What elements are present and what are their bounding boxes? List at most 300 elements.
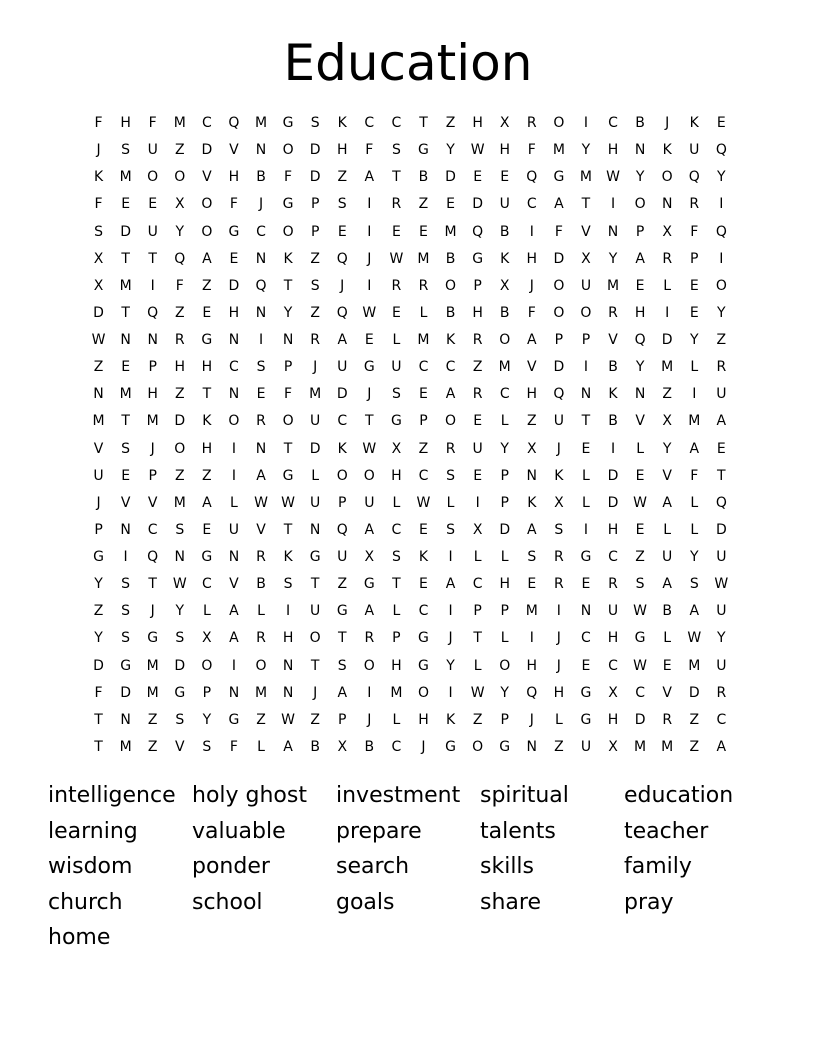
grid-letter: C — [472, 576, 483, 593]
grid-letter: M — [119, 169, 132, 186]
grid-letter: C — [499, 386, 510, 403]
grid-letter: N — [120, 711, 131, 728]
grid-letter: U — [310, 494, 321, 511]
grid-letter: Y — [94, 630, 103, 647]
grid-letter: J — [150, 603, 155, 620]
grid-letter: Q — [715, 494, 727, 511]
grid-letter: Z — [147, 738, 158, 755]
grid-letter: Q — [715, 142, 727, 159]
grid-letter: X — [337, 738, 348, 755]
grid-letter: A — [202, 494, 212, 511]
grid-letter: E — [581, 657, 591, 674]
grid-letter: P — [338, 711, 347, 728]
grid-letter: O — [201, 223, 213, 240]
grid-letter: G — [93, 549, 104, 566]
grid-letter: L — [202, 603, 211, 620]
word-list-item: church — [48, 889, 123, 915]
word-list-item: education — [624, 783, 734, 808]
grid-letter: H — [228, 304, 240, 321]
grid-letter: R — [554, 549, 564, 566]
grid-letter: F — [148, 115, 157, 132]
word-list-item: teacher — [624, 818, 709, 844]
word-list-item: investment — [336, 783, 461, 808]
word-list-item: pray — [624, 889, 674, 915]
grid-letter: L — [257, 738, 265, 755]
grid-letter: F — [94, 684, 103, 701]
grid-row — [85, 653, 735, 680]
grid-letter: V — [608, 332, 618, 349]
grid-letter: P — [473, 603, 482, 620]
grid-letter: L — [554, 711, 563, 728]
grid-letter: D — [228, 277, 240, 294]
grid-letter: Z — [635, 549, 645, 566]
grid-letter: L — [500, 549, 509, 566]
grid-letter: X — [554, 494, 564, 511]
grid-letter: F — [527, 304, 536, 321]
grid-letter: H — [201, 359, 213, 376]
grid-letter: Q — [526, 169, 538, 186]
grid-letter: L — [500, 413, 509, 430]
grid-letter: Z — [310, 304, 320, 321]
grid-letter: I — [583, 359, 589, 376]
grid-letter: T — [94, 711, 103, 728]
grid-letter: M — [390, 684, 403, 701]
grid-letter: W — [470, 142, 485, 159]
grid-letter: Y — [717, 304, 726, 321]
grid-letter: X — [93, 277, 104, 294]
grid-letter: J — [665, 115, 670, 132]
grid-letter: A — [662, 576, 672, 593]
grid-letter: W — [281, 711, 295, 728]
grid-letter: W — [91, 332, 106, 349]
grid-letter: C — [391, 521, 402, 538]
grid-letter: V — [120, 494, 131, 511]
grid-letter: L — [392, 603, 401, 620]
grid-letter: P — [500, 494, 509, 511]
grid-letter: O — [201, 657, 213, 674]
grid-letter: E — [391, 304, 401, 321]
grid-letter: W — [254, 494, 268, 511]
grid-letter: L — [230, 494, 238, 511]
grid-row — [85, 408, 735, 435]
grid-letter: J — [421, 738, 426, 755]
grid-letter: A — [202, 250, 212, 267]
grid-letter: I — [231, 440, 236, 457]
grid-letter: Y — [662, 440, 672, 457]
grid-letter: X — [662, 413, 672, 430]
grid-letter: O — [282, 142, 294, 159]
grid-letter: S — [337, 196, 347, 213]
grid-letter: M — [417, 250, 430, 267]
grid-letter: T — [94, 738, 103, 755]
grid-row — [85, 544, 735, 571]
grid-letter: I — [583, 521, 589, 538]
grid-letter: Z — [716, 332, 727, 349]
grid-letter: I — [719, 250, 724, 267]
grid-letter: E — [500, 169, 510, 186]
grid-letter: N — [607, 223, 619, 240]
grid-letter: X — [662, 223, 672, 240]
grid-row — [85, 300, 735, 327]
grid-letter: M — [444, 223, 457, 240]
grid-letter: H — [526, 386, 538, 403]
grid-letter: U — [147, 223, 158, 240]
grid-letter: I — [583, 115, 589, 132]
grid-letter: W — [389, 250, 404, 267]
grid-letter: P — [500, 467, 509, 484]
grid-letter: U — [580, 738, 592, 755]
word-list-item: skills — [480, 854, 535, 880]
word-list-item: goals — [336, 889, 395, 915]
grid-letter: E — [527, 576, 537, 593]
grid-letter: E — [391, 223, 401, 240]
grid-letter: W — [606, 169, 620, 186]
grid-letter: E — [202, 304, 212, 321]
grid-letter: J — [556, 440, 561, 457]
grid-letter: Q — [147, 549, 159, 566]
grid-letter: R — [256, 549, 266, 566]
grid-letter: T — [148, 250, 157, 267]
grid-letter: L — [419, 304, 428, 321]
grid-letter: T — [473, 630, 482, 647]
grid-letter: H — [634, 304, 646, 321]
grid-letter: Q — [336, 304, 348, 321]
grid-letter: A — [364, 169, 375, 186]
grid-letter: L — [582, 494, 590, 511]
grid-letter: O — [363, 467, 375, 484]
grid-letter: Z — [202, 277, 212, 294]
grid-letter: J — [367, 386, 372, 403]
grid-letter: S — [121, 576, 131, 593]
grid-letter: U — [499, 196, 510, 213]
grid-letter: E — [473, 467, 483, 484]
grid-letter: M — [688, 413, 701, 430]
grid-letter: L — [311, 467, 320, 484]
grid-letter: G — [580, 711, 592, 728]
grid-letter: K — [689, 115, 699, 132]
grid-letter: Y — [717, 169, 726, 186]
grid-letter: T — [310, 576, 320, 593]
grid-letter: H — [391, 657, 402, 674]
grid-letter: U — [716, 386, 727, 403]
grid-letter: U — [337, 549, 348, 566]
grid-letter: D — [607, 467, 619, 484]
grid-letter: E — [473, 413, 483, 430]
grid-letter: Q — [553, 386, 565, 403]
grid-letter: L — [636, 440, 644, 457]
word-list-item: search — [336, 854, 410, 880]
grid-letter: M — [146, 413, 159, 430]
grid-letter: U — [391, 359, 402, 376]
grid-letter: P — [94, 521, 103, 538]
grid-letter: D — [93, 657, 104, 674]
grid-letter: I — [231, 467, 236, 484]
grid-letter: M — [688, 657, 701, 674]
grid-letter: O — [661, 169, 673, 186]
grid-letter: S — [202, 738, 212, 755]
grid-letter: E — [689, 304, 699, 321]
grid-letter: Z — [472, 359, 483, 376]
word-list-item: home — [48, 925, 111, 951]
grid-letter: P — [500, 711, 509, 728]
grid-letter: E — [419, 576, 428, 593]
grid-letter: X — [608, 738, 618, 755]
grid-letter: H — [607, 521, 619, 538]
grid-letter: D — [120, 223, 131, 240]
grid-letter: E — [716, 440, 726, 457]
grid-letter: Z — [174, 467, 185, 484]
grid-letter: O — [363, 657, 375, 674]
grid-letter: K — [445, 332, 456, 349]
grid-letter: P — [581, 332, 591, 349]
grid-letter: C — [635, 684, 645, 701]
grid-letter: Z — [310, 711, 320, 728]
grid-letter: E — [148, 196, 158, 213]
grid-letter: P — [202, 684, 212, 701]
grid-letter: F — [365, 142, 374, 159]
grid-letter: K — [418, 549, 429, 566]
grid-letter: M — [92, 413, 105, 430]
grid-letter: T — [283, 277, 293, 294]
grid-letter: W — [362, 304, 377, 321]
grid-letter: H — [418, 711, 429, 728]
grid-letter: U — [147, 142, 158, 159]
grid-letter: L — [690, 521, 699, 538]
grid-letter: Z — [337, 169, 348, 186]
grid-letter: C — [608, 657, 618, 674]
grid-letter: X — [472, 521, 483, 538]
grid-letter: M — [119, 738, 132, 755]
grid-letter: U — [364, 494, 375, 511]
grid-letter: G — [336, 603, 348, 620]
grid-letter: D — [336, 386, 348, 403]
grid-letter: C — [581, 630, 591, 647]
grid-letter: O — [553, 277, 565, 294]
grid-letter: L — [582, 467, 590, 484]
grid-letter: A — [716, 738, 727, 755]
grid-letter: C — [201, 576, 212, 593]
grid-letter: M — [552, 142, 565, 159]
grid-letter: H — [391, 467, 402, 484]
grid-letter: C — [716, 711, 727, 728]
grid-letter: S — [175, 630, 185, 647]
grid-letter: Y — [175, 603, 185, 620]
grid-letter: X — [608, 684, 618, 701]
grid-letter: I — [367, 223, 372, 240]
grid-letter: L — [473, 657, 482, 674]
grid-letter: H — [201, 440, 213, 457]
grid-letter: T — [283, 521, 293, 538]
grid-letter: O — [336, 467, 348, 484]
grid-letter: N — [634, 386, 646, 403]
grid-letter: R — [256, 413, 266, 430]
grid-letter: Q — [336, 250, 348, 267]
grid-letter: R — [716, 359, 727, 376]
grid-letter: J — [96, 494, 101, 511]
grid-letter: T — [337, 630, 347, 647]
grid-letter: D — [715, 521, 727, 538]
word-list-item: wisdom — [48, 854, 133, 880]
grid-letter: V — [581, 223, 591, 240]
grid-row — [85, 219, 735, 246]
grid-letter: W — [172, 576, 187, 593]
grid-letter: J — [150, 440, 155, 457]
grid-row — [85, 707, 735, 734]
grid-letter: K — [554, 467, 564, 484]
grid-letter: M — [634, 738, 647, 755]
grid-letter: H — [607, 630, 619, 647]
grid-letter: T — [419, 115, 428, 132]
grid-letter: O — [634, 196, 646, 213]
grid-letter: E — [635, 467, 645, 484]
grid-letter: U — [310, 603, 321, 620]
grid-letter: S — [554, 521, 564, 538]
grid-letter: W — [633, 603, 648, 620]
grid-letter: A — [229, 603, 239, 620]
grid-letter: T — [202, 386, 212, 403]
grid-letter: G — [228, 223, 240, 240]
grid-letter: E — [473, 169, 483, 186]
grid-letter: G — [282, 467, 294, 484]
grid-letter: Q — [147, 304, 159, 321]
grid-letter: Y — [635, 169, 645, 186]
grid-letter: G — [147, 630, 159, 647]
grid-letter: A — [283, 738, 293, 755]
grid-letter: T — [310, 657, 320, 674]
grid-row — [85, 598, 735, 625]
grid-letter: C — [364, 115, 375, 132]
grid-letter: I — [610, 440, 616, 457]
grid-letter: E — [121, 359, 131, 376]
grid-letter: M — [417, 332, 430, 349]
word-list-item: valuable — [192, 818, 286, 844]
grid-letter: O — [174, 440, 186, 457]
grid-letter: Z — [93, 359, 104, 376]
grid-letter: Q — [255, 277, 267, 294]
word-list-item: talents — [480, 818, 556, 844]
letter-grid — [85, 110, 735, 761]
grid-letter: O — [499, 332, 511, 349]
grid-letter: P — [310, 223, 320, 240]
grid-letter: K — [337, 115, 347, 132]
grid-letter: Y — [717, 630, 726, 647]
grid-letter: G — [174, 684, 186, 701]
grid-letter: E — [716, 115, 726, 132]
grid-letter: G — [580, 684, 592, 701]
grid-letter: X — [499, 277, 510, 294]
grid-letter: L — [500, 630, 509, 647]
grid-letter: M — [661, 359, 674, 376]
grid-letter: H — [282, 630, 294, 647]
grid-letter: C — [418, 603, 429, 620]
grid-letter: J — [529, 277, 534, 294]
grid-letter: P — [148, 359, 157, 376]
grid-letter: E — [581, 440, 591, 457]
grid-letter: I — [448, 549, 453, 566]
grid-row — [85, 110, 735, 137]
grid-letter: D — [309, 169, 321, 186]
grid-letter: I — [719, 196, 724, 213]
grid-letter: H — [607, 711, 619, 728]
grid-letter: D — [174, 657, 186, 674]
grid-letter: V — [635, 413, 645, 430]
grid-letter: J — [448, 630, 453, 647]
grid-letter: Z — [337, 576, 348, 593]
grid-letter: P — [554, 332, 564, 349]
grid-letter: X — [174, 196, 185, 213]
grid-letter: W — [362, 440, 377, 457]
grid-letter: D — [201, 142, 213, 159]
grid-letter: B — [445, 250, 456, 267]
grid-letter: Y — [581, 142, 591, 159]
grid-letter: N — [282, 684, 294, 701]
grid-letter: E — [337, 223, 347, 240]
grid-letter: I — [610, 196, 616, 213]
grid-letter: O — [580, 304, 592, 321]
grid-letter: T — [121, 413, 130, 430]
grid-letter: I — [556, 603, 561, 620]
grid-letter: N — [120, 521, 131, 538]
grid-letter: X — [93, 250, 104, 267]
grid-letter: K — [283, 250, 293, 267]
grid-letter: W — [633, 494, 648, 511]
grid-letter: J — [340, 277, 345, 294]
grid-letter: E — [121, 467, 131, 484]
grid-letter: N — [661, 196, 673, 213]
grid-letter: M — [173, 115, 186, 132]
grid-letter: Q — [634, 332, 646, 349]
grid-letter: P — [310, 196, 320, 213]
grid-letter: U — [228, 521, 240, 538]
grid-row — [85, 490, 735, 517]
grid-letter: M — [119, 386, 132, 403]
grid-letter: M — [606, 277, 620, 294]
grid-letter: I — [286, 603, 291, 620]
grid-letter: J — [556, 630, 561, 647]
grid-letter: I — [231, 657, 236, 674]
grid-letter: H — [526, 657, 538, 674]
grid-letter: O — [147, 169, 159, 186]
grid-letter: B — [499, 223, 510, 240]
grid-letter: T — [392, 169, 401, 186]
grid-letter: G — [418, 630, 429, 647]
grid-letter: R — [174, 332, 185, 349]
grid-letter: T — [365, 413, 374, 430]
grid-letter: P — [148, 467, 157, 484]
grid-letter: S — [310, 115, 320, 132]
grid-letter: A — [445, 576, 456, 593]
grid-letter: Y — [446, 142, 455, 159]
grid-letter: G — [228, 711, 240, 728]
grid-letter: Y — [608, 250, 618, 267]
grid-letter: Z — [689, 738, 700, 755]
grid-letter: C — [337, 413, 348, 430]
grid-letter: X — [202, 630, 212, 647]
grid-letter: G — [120, 657, 132, 674]
grid-letter: G — [363, 359, 375, 376]
grid-letter: E — [689, 277, 699, 294]
grid-letter: E — [419, 521, 428, 538]
grid-letter: Z — [256, 711, 266, 728]
grid-letter: M — [579, 169, 592, 186]
grid-letter: K — [283, 549, 293, 566]
grid-letter: Z — [554, 738, 564, 755]
grid-letter: Z — [174, 304, 185, 321]
grid-letter: Z — [445, 115, 456, 132]
grid-letter: V — [229, 576, 239, 593]
word-list-item: ponder — [192, 854, 270, 880]
grid-letter: M — [525, 603, 538, 620]
